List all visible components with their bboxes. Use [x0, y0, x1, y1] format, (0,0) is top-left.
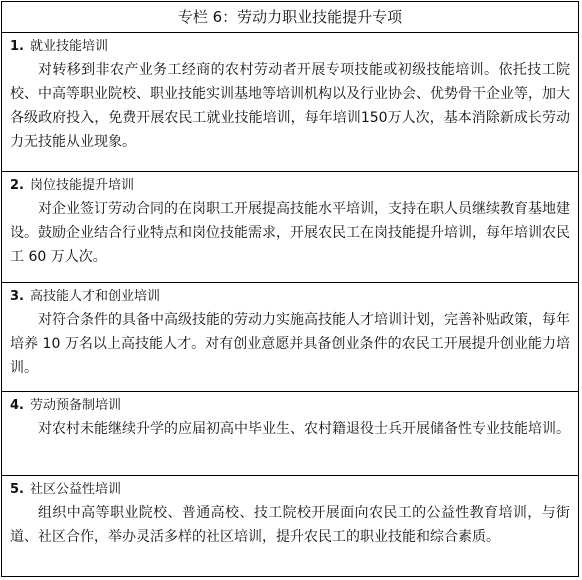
section-title: 就业技能培训 [30, 39, 109, 54]
section-body: 对企业签订劳动合同的在岗职工开展提高技能水平培训，支持在职人员继续教育基地建设。鼓励企业结合行业特点和岗位技能需求，开展农民工在岗技能提升培训，每年培训农民工 60 万人次。 [10, 201, 570, 265]
section-body: 组织中高等职业院校、普通高校、技工院校开展面向农民工的公益性教育培训，与街道、社区合作，举办灵活多样的社区培训，提升农民工的职业技能和综合素质。 [10, 505, 570, 545]
section-number: 1. [10, 39, 24, 54]
section-title: 岗位技能提升培训 [30, 178, 135, 193]
section-high-skill-and-entrepreneurship [2, 283, 578, 392]
section-body: 对符合条件的具备中高级技能的劳动力实施高技能人才培训计划，完善补贴政策，每年培养 10 万名以上高技能人才。对有创业意愿并具备创业条件的农民工开展提升创业能力培训。 [10, 312, 570, 376]
section-number: 3. [10, 289, 24, 304]
section-community-public-training [2, 476, 578, 580]
section-heading [10, 177, 570, 195]
section-on-job-skill-upgrading [2, 172, 578, 283]
section-employment-skills-training [2, 33, 578, 172]
section-heading [10, 397, 570, 415]
special-column-box [1, 1, 579, 577]
section-heading [10, 288, 570, 306]
section-heading [10, 481, 570, 499]
section-labor-preparation [2, 392, 578, 476]
section-body: 对转移到非农产业务工经商的农村劳动者开展专项技能或初级技能培训。依托技工院校、中高等职业院校、职业技能实训基地等培训机构以及行业协会、优势骨干企业等，加大各级政府投入，免费开展农民工就业技能培训，每年培训150万人次，基本消除新成长劳动力无技能从业现象。 [10, 62, 570, 150]
section-number: 4. [10, 398, 24, 413]
section-title: 高技能人才和创业培训 [30, 289, 161, 304]
section-number: 2. [10, 178, 24, 193]
section-number: 5. [10, 482, 24, 497]
section-title: 劳动预备制培训 [30, 398, 122, 413]
section-title: 社区公益性培训 [30, 482, 122, 497]
section-heading [10, 38, 570, 56]
section-body: 对农村未能继续升学的应届初高中毕业生、农村籍退役士兵开展储备性专业技能培训。 [38, 421, 570, 437]
panel-title: 专栏 6：劳动力职业技能提升专项 [2, 2, 578, 33]
